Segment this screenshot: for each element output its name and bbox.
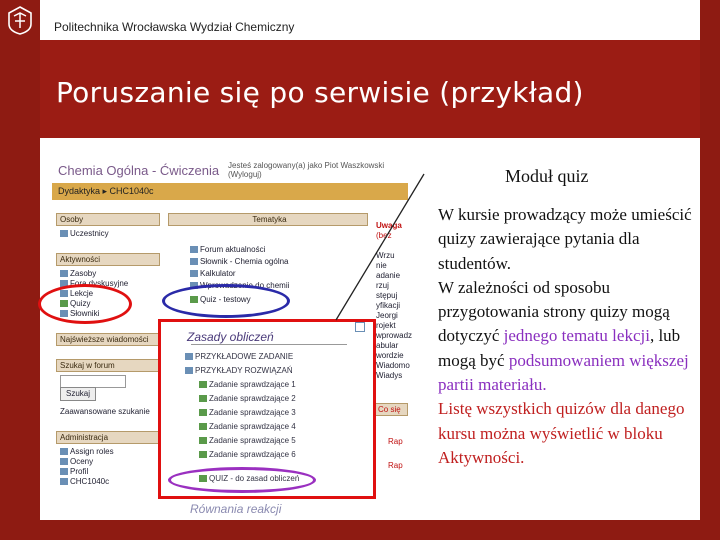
admin-item[interactable]: Profil — [60, 467, 88, 476]
admin-block-header: Administracja — [56, 431, 160, 444]
people-block-header: Osoby — [56, 213, 160, 226]
notice-line: stępuj — [376, 291, 398, 300]
activity-item[interactable]: Słowniki — [60, 309, 99, 318]
notice-line: nie — [376, 261, 387, 270]
resource-icon — [60, 270, 68, 277]
notice-line: rojekt — [376, 321, 396, 330]
calculator-icon — [190, 270, 198, 277]
notice-line: yfikacji — [376, 301, 401, 310]
users-icon — [60, 230, 68, 237]
notice-line: adanie — [376, 271, 401, 280]
notice-line: Wrzu — [376, 251, 395, 260]
topic-header: Tematyka — [168, 213, 368, 226]
activities-quiz-highlight — [38, 284, 132, 324]
topic-item[interactable]: Wprowadzenie do chemii — [190, 281, 289, 290]
section-item[interactable]: Zadanie sprawdzające 1 — [199, 380, 296, 389]
section-divider — [191, 344, 347, 345]
upcoming-block-header: Co się — [374, 403, 408, 416]
section-title: Zasady obliczeń — [187, 330, 274, 344]
admin-item[interactable]: Oceny — [60, 457, 93, 466]
panel-paragraph: , lub mogą być — [438, 326, 681, 370]
activity-item[interactable]: Zasoby — [60, 269, 96, 278]
panel-title: Moduł quiz — [505, 166, 589, 186]
topic-item-quiz[interactable]: Quiz - testowy — [190, 295, 251, 304]
admin-item[interactable]: CHC1040c — [60, 477, 109, 486]
notice-line: abular — [376, 341, 399, 350]
resource-icon — [185, 353, 193, 360]
notice-header: Uwaga — [376, 221, 402, 230]
profile-icon — [60, 468, 68, 475]
topic-item[interactable]: Forum aktualności — [190, 245, 265, 254]
university-logo-icon — [4, 4, 36, 36]
search-button[interactable]: Szukaj — [60, 387, 96, 401]
slide-title: Poruszanie się po serwisie (przykład) — [56, 76, 584, 109]
quiz-icon — [199, 451, 207, 458]
course-icon — [60, 478, 68, 485]
activities-block-header: Aktywności — [56, 253, 160, 266]
topic-item[interactable]: Słownik - Chemia ogólna — [190, 257, 289, 266]
activity-item[interactable]: Lekcje — [60, 289, 93, 298]
people-item[interactable]: Uczestnicy — [60, 229, 109, 238]
quiz-icon — [199, 381, 207, 388]
quiz-icon — [199, 409, 207, 416]
notice-line: rzuj — [376, 281, 389, 290]
notice-subheader: (bez — [376, 231, 392, 240]
upcoming-item[interactable]: Rap — [388, 461, 403, 470]
login-info: Jesteś zalogowany(a) jako Piot Waszkowski (Wyloguj) — [228, 161, 385, 179]
grades-icon — [60, 458, 68, 465]
glossary-icon — [190, 258, 198, 265]
activity-item-quiz[interactable]: Quizy — [60, 299, 90, 308]
section-item[interactable]: Zadanie sprawdzające 2 — [199, 394, 296, 403]
admin-item[interactable]: Assign roles — [60, 447, 114, 456]
slide-header: Politechnika Wrocławska Wydział Chemiczny — [54, 20, 295, 34]
section-item[interactable]: PRZYKŁADY ROZWIĄZAŃ — [185, 366, 293, 375]
notice-line: Wiadomo — [376, 361, 410, 370]
course-title: Chemia Ogólna - Ćwiczenia — [58, 163, 220, 178]
notice-line: wordzie — [376, 351, 404, 360]
notice-line: wprowadz — [376, 331, 413, 340]
panel-body — [438, 203, 700, 470]
panel-paragraph: W kursie prowadzący może umieścić quizy zawierające pytania dla studentów. — [438, 205, 692, 273]
section-item[interactable]: Zadanie sprawdzające 4 — [199, 422, 296, 431]
upcoming-item[interactable]: Rap — [388, 437, 403, 446]
topic-quiz-highlight — [162, 284, 290, 318]
section-item[interactable]: Zadanie sprawdzające 6 — [199, 450, 296, 459]
topic-item[interactable]: Kalkulator — [190, 269, 236, 278]
quiz-icon — [199, 437, 207, 444]
notice-line: Wiadys — [376, 371, 403, 380]
notice-line: Jeorgi — [376, 311, 398, 320]
right-frame-band — [700, 0, 720, 540]
roles-icon — [60, 448, 68, 455]
left-frame-band — [0, 0, 40, 540]
breadcrumb[interactable]: Dydaktyka ▸ CHC1040c — [58, 186, 154, 196]
section-quiz-highlight — [168, 467, 316, 493]
activity-item[interactable]: Fora dyskusyjne — [60, 279, 128, 288]
resource-icon — [185, 367, 193, 374]
section-item[interactable]: PRZYKŁADOWE ZADANIE — [185, 352, 293, 361]
search-block-header: Szukaj w forum — [56, 359, 160, 372]
section-item[interactable]: Zadanie sprawdzające 5 — [199, 436, 296, 445]
advanced-search-link[interactable]: Zaawansowane szukanie — [60, 407, 150, 416]
highlighted-phrase: podsumowaniem większej partii materiału. — [438, 350, 689, 395]
news-block-header: Najświeższe wiadomości — [56, 333, 160, 346]
bottom-frame-band — [0, 520, 720, 540]
section-item-quiz[interactable]: QUIZ - do zasad obliczeń — [199, 474, 299, 483]
section-item[interactable]: Zadanie sprawdzające 3 — [199, 408, 296, 417]
highlighted-phrase: jednego tematu lekcji — [503, 326, 650, 346]
panel-paragraph: Listę wszystkich quizów dla danego kursu można wyświetlić w bloku Aktywności. — [438, 399, 685, 467]
quiz-icon — [199, 423, 207, 430]
next-section-title: Równania reakcji — [190, 502, 282, 516]
forum-icon — [190, 246, 198, 253]
pointer-line — [320, 170, 430, 330]
quiz-icon — [199, 395, 207, 402]
panel-paragraph: W zależności od sposobu przygotowania strony quizy mogą dotyczyć — [438, 277, 670, 346]
